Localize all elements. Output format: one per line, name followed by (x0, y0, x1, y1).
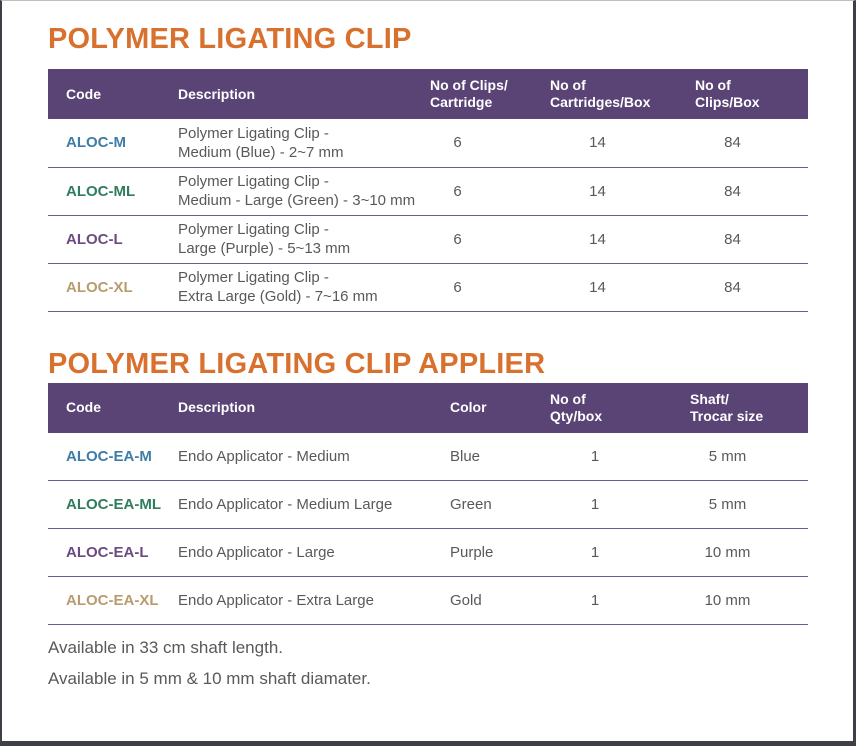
product-code: ALOC-EA-L (66, 544, 149, 561)
product-description: Polymer Ligating Clip - Large (Purple) - 5~13 mm (178, 221, 351, 257)
header-cell-shaft-trocar-size: Shaft/ Trocar size (675, 383, 808, 433)
color-value: Purple (450, 544, 494, 561)
clips-per-box-value: 84 (724, 134, 741, 152)
clip-section-title: POLYMER LIGATING CLIP (48, 23, 412, 55)
qty-per-box-value: 1 (590, 592, 600, 609)
table-row (48, 263, 808, 311)
product-code: ALOC-ML (66, 182, 136, 200)
clips-per-box-value: 84 (724, 278, 741, 296)
product-description: Polymer Ligating Clip - Medium - Large (Green) - 3~10 mm (178, 173, 416, 209)
header-cell-code: Code (48, 383, 170, 433)
product-description: Endo Applicator - Large (178, 544, 335, 561)
shaft-diameter-note: Available in 5 mm & 10 mm shaft diamater. (48, 669, 371, 688)
color-value: Gold (450, 592, 482, 609)
clips-per-cartridge-value: 6 (453, 182, 462, 200)
availability-notes (48, 625, 808, 694)
product-description: Polymer Ligating Clip - Extra Large (Gold) - 7~16 mm (178, 269, 378, 305)
clips-per-cartridge-value: 6 (453, 278, 462, 296)
cartridges-per-box-value: 14 (589, 182, 606, 200)
shaft-length-note: Available in 33 cm shaft length. (48, 638, 283, 657)
clips-per-cartridge-value: 6 (453, 230, 462, 248)
product-description: Polymer Ligating Clip - Medium (Blue) - 2~7 mm (178, 124, 344, 161)
header-cell-clips-per-cartridge: No of Clips/ Cartridge (420, 69, 540, 119)
clip-table-header (48, 69, 808, 119)
table-row (48, 167, 808, 215)
cartridges-per-box-value: 14 (589, 230, 606, 248)
shaft-size-value: 10 mm (704, 592, 751, 609)
header-cell-clips-per-box: No of Clips/Box (690, 69, 808, 119)
product-description: Endo Applicator - Extra Large (178, 592, 374, 609)
product-description: Endo Applicator - Medium (178, 447, 350, 465)
product-code: ALOC-EA-XL (66, 592, 159, 609)
shaft-size-value: 5 mm (708, 447, 747, 465)
header-cell-qty-per-box: No of Qty/box (535, 383, 675, 433)
product-code: ALOC-L (66, 230, 123, 248)
applier-table (48, 383, 808, 626)
table-row (48, 215, 808, 263)
table-row (48, 529, 808, 577)
table-row (48, 119, 808, 167)
header-cell-description: Description (170, 383, 440, 433)
cartridges-per-box-value: 14 (589, 278, 606, 296)
clips-per-cartridge-value: 6 (453, 134, 462, 152)
clips-per-box-value: 84 (724, 182, 741, 200)
qty-per-box-value: 1 (590, 544, 600, 561)
shaft-size-value: 5 mm (708, 496, 747, 513)
table-row (48, 577, 808, 625)
table-row (48, 481, 808, 529)
product-description: Endo Applicator - Medium Large (178, 496, 393, 513)
clip-table (48, 69, 808, 312)
shaft-size-value: 10 mm (704, 544, 751, 561)
header-cell-code: Code (48, 69, 170, 119)
color-value: Blue (450, 447, 481, 465)
header-cell-description: Description (170, 69, 420, 119)
table-row (48, 433, 808, 481)
clips-per-box-value: 84 (724, 230, 741, 248)
color-value: Green (450, 496, 492, 513)
product-code: ALOC-XL (66, 278, 133, 296)
product-code: ALOC-M (66, 134, 126, 152)
qty-per-box-value: 1 (590, 447, 600, 465)
header-cell-color: Color (440, 383, 535, 433)
product-code: ALOC-EA-M (66, 447, 152, 465)
applier-table-header (48, 383, 808, 433)
header-cell-cartridges-per-box: No of Cartridges/Box (540, 69, 690, 119)
qty-per-box-value: 1 (590, 496, 600, 513)
product-code: ALOC-EA-ML (66, 496, 161, 513)
cartridges-per-box-value: 14 (589, 134, 606, 152)
applier-section-title: POLYMER LIGATING CLIP APPLIER (48, 347, 546, 380)
